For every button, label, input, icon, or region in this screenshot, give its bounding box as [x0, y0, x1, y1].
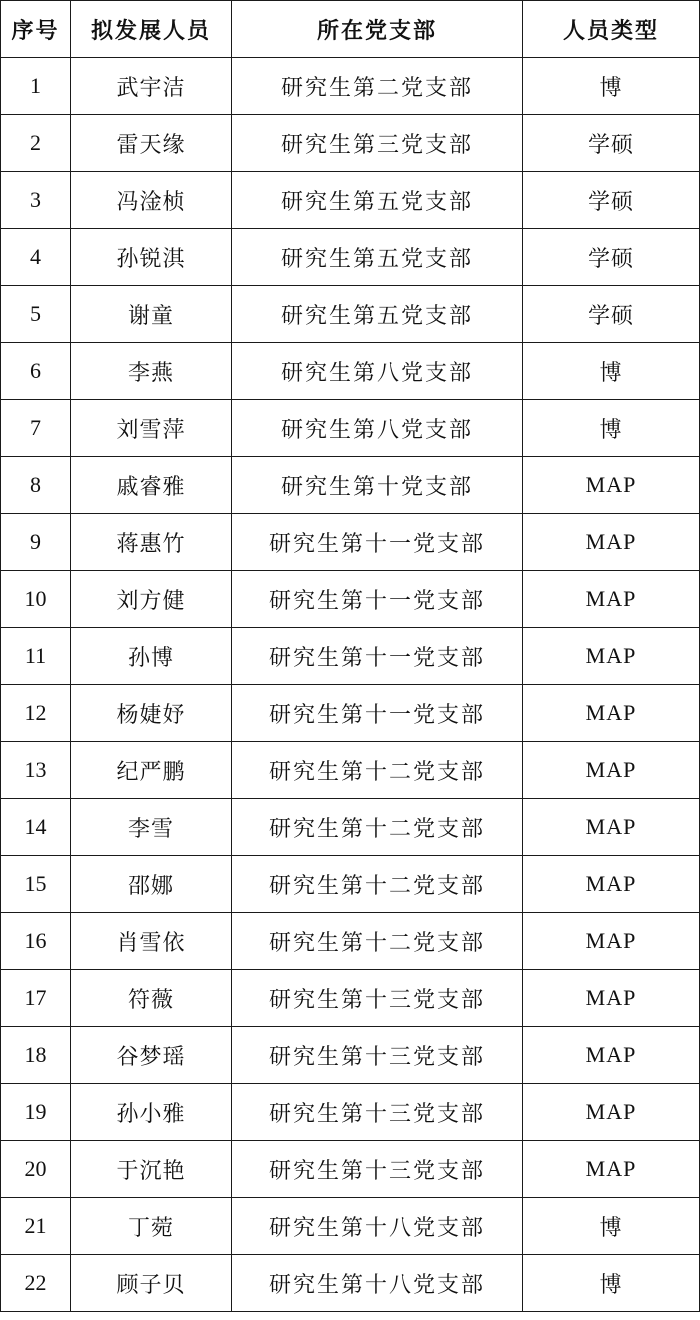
cell-type: MAP: [523, 799, 700, 856]
cell-name: 李雪: [71, 799, 232, 856]
table-row: [1, 685, 700, 742]
cell-branch: 研究生第十二党支部: [232, 799, 523, 856]
table-row: [1, 115, 700, 172]
cell-type: MAP: [523, 514, 700, 571]
cell-name: 孙锐淇: [71, 229, 232, 286]
cell-branch: 研究生第十二党支部: [232, 856, 523, 913]
table-row: [1, 628, 700, 685]
cell-type: 学硕: [523, 229, 700, 286]
cell-branch: 研究生第十八党支部: [232, 1255, 523, 1312]
cell-type: MAP: [523, 742, 700, 799]
table-row: [1, 1084, 700, 1141]
cell-index: 16: [1, 913, 71, 970]
cell-type: MAP: [523, 913, 700, 970]
cell-type: 博: [523, 1198, 700, 1255]
cell-type: MAP: [523, 628, 700, 685]
cell-index: 6: [1, 343, 71, 400]
table-row: [1, 343, 700, 400]
header-branch: 所在党支部: [232, 1, 523, 58]
cell-type: MAP: [523, 970, 700, 1027]
header-type: 人员类型: [523, 1, 700, 58]
cell-branch: 研究生第二党支部: [232, 58, 523, 115]
cell-index: 13: [1, 742, 71, 799]
header-row: [1, 1, 700, 58]
cell-name: 武宇洁: [71, 58, 232, 115]
table-row: [1, 856, 700, 913]
cell-branch: 研究生第十八党支部: [232, 1198, 523, 1255]
cell-type: 博: [523, 343, 700, 400]
cell-name: 刘方健: [71, 571, 232, 628]
cell-index: 8: [1, 457, 71, 514]
cell-index: 11: [1, 628, 71, 685]
cell-index: 19: [1, 1084, 71, 1141]
cell-name: 蒋惠竹: [71, 514, 232, 571]
table-row: [1, 1255, 700, 1312]
cell-branch: 研究生第十三党支部: [232, 1141, 523, 1198]
header-index: 序号: [1, 1, 71, 58]
cell-index: 21: [1, 1198, 71, 1255]
cell-type: 博: [523, 58, 700, 115]
cell-index: 10: [1, 571, 71, 628]
cell-name: 戚睿雅: [71, 457, 232, 514]
cell-index: 14: [1, 799, 71, 856]
cell-branch: 研究生第十三党支部: [232, 1084, 523, 1141]
table-row: [1, 913, 700, 970]
cell-branch: 研究生第十一党支部: [232, 628, 523, 685]
cell-branch: 研究生第十二党支部: [232, 742, 523, 799]
cell-index: 2: [1, 115, 71, 172]
table-row: [1, 970, 700, 1027]
cell-branch: 研究生第五党支部: [232, 286, 523, 343]
cell-branch: 研究生第三党支部: [232, 115, 523, 172]
table-row: [1, 229, 700, 286]
cell-index: 3: [1, 172, 71, 229]
cell-branch: 研究生第八党支部: [232, 400, 523, 457]
cell-branch: 研究生第五党支部: [232, 229, 523, 286]
cell-name: 刘雪萍: [71, 400, 232, 457]
cell-name: 冯淦桢: [71, 172, 232, 229]
cell-type: 学硕: [523, 286, 700, 343]
cell-branch: 研究生第十一党支部: [232, 685, 523, 742]
header-name: 拟发展人员: [71, 1, 232, 58]
cell-name: 雷天缘: [71, 115, 232, 172]
cell-index: 15: [1, 856, 71, 913]
table-row: [1, 286, 700, 343]
cell-type: MAP: [523, 457, 700, 514]
cell-name: 邵娜: [71, 856, 232, 913]
cell-index: 5: [1, 286, 71, 343]
cell-index: 17: [1, 970, 71, 1027]
cell-index: 1: [1, 58, 71, 115]
cell-type: 博: [523, 400, 700, 457]
cell-name: 肖雪依: [71, 913, 232, 970]
cell-type: MAP: [523, 1027, 700, 1084]
cell-name: 于沉艳: [71, 1141, 232, 1198]
cell-index: 7: [1, 400, 71, 457]
table-row: [1, 457, 700, 514]
table-row: [1, 514, 700, 571]
cell-type: MAP: [523, 571, 700, 628]
table-row: [1, 400, 700, 457]
cell-branch: 研究生第十一党支部: [232, 571, 523, 628]
table-header: [1, 1, 700, 58]
cell-type: MAP: [523, 856, 700, 913]
cell-branch: 研究生第十三党支部: [232, 1027, 523, 1084]
cell-branch: 研究生第五党支部: [232, 172, 523, 229]
cell-index: 18: [1, 1027, 71, 1084]
cell-type: 学硕: [523, 172, 700, 229]
table-row: [1, 1141, 700, 1198]
cell-index: 22: [1, 1255, 71, 1312]
cell-type: 博: [523, 1255, 700, 1312]
table-body: [1, 58, 700, 1312]
cell-name: 谢童: [71, 286, 232, 343]
cell-index: 9: [1, 514, 71, 571]
cell-name: 纪严鹏: [71, 742, 232, 799]
cell-type: 学硕: [523, 115, 700, 172]
cell-name: 孙小雅: [71, 1084, 232, 1141]
table-row: [1, 172, 700, 229]
cell-branch: 研究生第十一党支部: [232, 514, 523, 571]
table-row: [1, 571, 700, 628]
table-row: [1, 799, 700, 856]
cell-type: MAP: [523, 1084, 700, 1141]
cell-name: 杨婕妤: [71, 685, 232, 742]
table-row: [1, 1027, 700, 1084]
table-row: [1, 1198, 700, 1255]
table-row: [1, 742, 700, 799]
cell-branch: 研究生第十二党支部: [232, 913, 523, 970]
cell-branch: 研究生第十党支部: [232, 457, 523, 514]
cell-name: 顾子贝: [71, 1255, 232, 1312]
cell-index: 20: [1, 1141, 71, 1198]
cell-type: MAP: [523, 685, 700, 742]
cell-branch: 研究生第十三党支部: [232, 970, 523, 1027]
cell-name: 丁菀: [71, 1198, 232, 1255]
cell-type: MAP: [523, 1141, 700, 1198]
cell-name: 谷梦瑶: [71, 1027, 232, 1084]
cell-name: 孙博: [71, 628, 232, 685]
table-row: [1, 58, 700, 115]
cell-name: 李燕: [71, 343, 232, 400]
cell-index: 4: [1, 229, 71, 286]
cell-index: 12: [1, 685, 71, 742]
cell-branch: 研究生第八党支部: [232, 343, 523, 400]
cell-name: 符薇: [71, 970, 232, 1027]
